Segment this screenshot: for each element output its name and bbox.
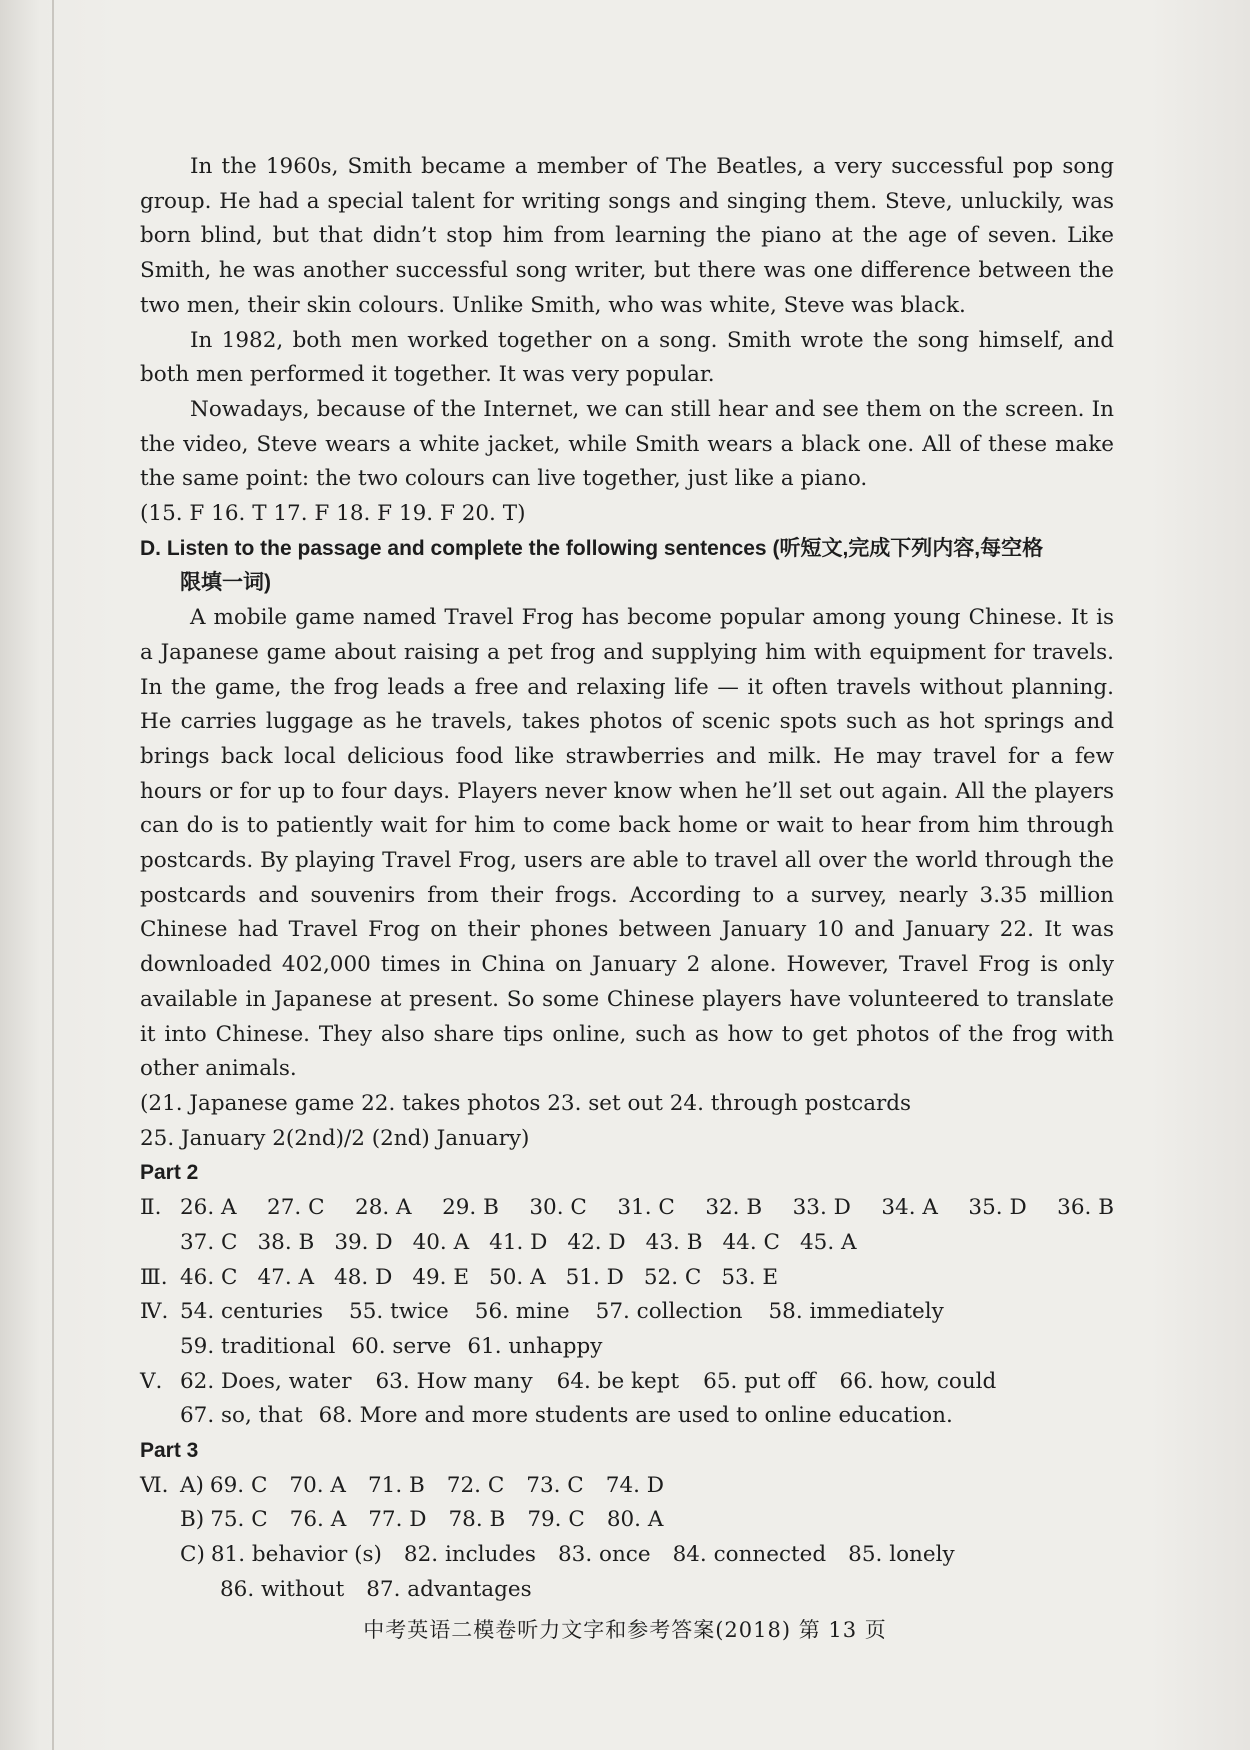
answer-item: 68. More and more students are used to online education. — [318, 1403, 953, 1429]
section-4-label: Ⅳ. — [140, 1299, 169, 1325]
answer-item: 87. advantages — [366, 1576, 532, 1602]
answer-item: 45. A — [799, 1229, 857, 1255]
answer-item: 81. behavior (s) — [210, 1542, 382, 1568]
answer-item: 37. C — [180, 1229, 238, 1255]
answer-item: 53. E — [721, 1264, 779, 1290]
page-footer: 中考英语二模卷听力文字和参考答案(2018) 第 13 页 — [363, 1618, 887, 1642]
answer-item: 71. B — [367, 1472, 425, 1498]
answer-item: 64. be kept — [556, 1368, 680, 1394]
answer-item: 36. B — [1057, 1195, 1114, 1221]
answer-item: 55. twice — [349, 1299, 449, 1325]
answer-item: 46. C — [180, 1264, 238, 1290]
answer-item: 50. A — [489, 1264, 546, 1290]
part-3-title: Part 3 — [140, 1439, 199, 1463]
answer-item: 43. B — [645, 1229, 703, 1255]
passage-c-paragraph-1: In the 1960s, Smith became a member of The Beatles, a very successful pop song group. He had a special talent for writing songs and singing them. Steve, unluckily, was born blind, but that didn’t stop him from learning the piano at the age of seven. Like Smith, he was another successful song writer, but there was one difference between the two men, their skin colours. Unlike Smith, who was white, Steve was black. — [140, 154, 1114, 318]
section-6-label: Ⅵ. — [140, 1472, 169, 1498]
passage-c-paragraph-3: Nowadays, because of the Internet, we can still hear and see them on the screen. In the video, Steve wears a white jacket, while Smith wears a black one. All of these make the same point: the two colours can live together, just like a piano. — [140, 396, 1114, 492]
section-5-row-2 — [140, 1399, 1114, 1434]
section-2-row-2 — [140, 1226, 1114, 1261]
answer-item: 78. B — [448, 1507, 506, 1533]
document-body — [140, 150, 1114, 1608]
section-2-row-1 — [140, 1191, 1114, 1226]
section-5-label: Ⅴ. — [140, 1368, 163, 1394]
answer-item: 60. serve — [351, 1333, 452, 1359]
section-6-row-c2 — [140, 1573, 1114, 1608]
section-3-row-1 — [140, 1261, 1114, 1296]
answer-item: 29. B — [442, 1195, 499, 1221]
answer-item: 79. C — [527, 1507, 585, 1533]
answer-item: 32. B — [705, 1195, 763, 1221]
section-6-a-label: A) — [180, 1472, 204, 1498]
answer-item: 62. Does, water — [180, 1368, 352, 1394]
answer-item: 61. unhappy — [467, 1333, 603, 1359]
section-6-row-b — [140, 1503, 1114, 1538]
section-6-row-a — [140, 1469, 1114, 1504]
section-5-row-1 — [140, 1365, 1114, 1400]
answer-item: 48. D — [334, 1264, 393, 1290]
answer-item: 80. A — [606, 1507, 664, 1533]
answer-item: 38. B — [257, 1229, 315, 1255]
passage-c-paragraph-2: In 1982, both men worked together on a song. Smith wrote the song himself, and both men performed it together. It was very popular. — [140, 327, 1114, 388]
answer-item: 40. A — [412, 1229, 470, 1255]
answer-item: 31. C — [617, 1195, 675, 1221]
section-6-b-label: B) — [180, 1507, 205, 1533]
answer-item: 77. D — [368, 1507, 427, 1533]
answer-item: 30. C — [529, 1195, 587, 1221]
answer-item: 27. C — [267, 1195, 325, 1221]
answer-item: 67. so, that — [180, 1403, 303, 1429]
answer-item: 52. C — [643, 1264, 702, 1290]
section-4-row-2 — [140, 1330, 1114, 1365]
answer-item: 70. A — [289, 1472, 346, 1498]
answer-item: 65. put off — [703, 1368, 816, 1394]
answers-15-20: (15. F 16. T 17. F 18. F 19. F 20. T) — [140, 501, 526, 527]
section-d-heading-en: D. Listen to the passage and complete the following sentences — [140, 536, 767, 560]
answer-item: 51. D — [565, 1264, 624, 1290]
answer-item: 49. E — [412, 1264, 470, 1290]
answer-item: 72. C — [446, 1472, 505, 1498]
answer-item: 58. immediately — [768, 1299, 944, 1325]
answer-item: 86. without — [220, 1576, 345, 1602]
answer-item: 41. D — [489, 1229, 548, 1255]
section-3-label: Ⅲ. — [140, 1264, 168, 1290]
section-d-heading — [140, 532, 1114, 567]
section-6-row-c1 — [140, 1538, 1114, 1573]
answer-item: 83. once — [557, 1542, 651, 1568]
answer-item: 42. D — [567, 1229, 626, 1255]
answer-item: 74. D — [605, 1472, 665, 1498]
answer-item: 47. A — [257, 1264, 315, 1290]
answer-item: 44. C — [722, 1229, 780, 1255]
answer-item: 66. how, could — [839, 1368, 997, 1394]
answer-item: 82. includes — [403, 1542, 536, 1568]
section-2-label: Ⅱ. — [140, 1195, 162, 1221]
section-d-heading-cn-cont: 限填一词) — [180, 571, 271, 595]
answer-item: 33. D — [792, 1195, 851, 1221]
answer-item: 59. traditional — [180, 1333, 336, 1359]
part-2-title: Part 2 — [140, 1161, 199, 1185]
answer-item: 39. D — [334, 1229, 393, 1255]
answer-item: 26. A — [180, 1195, 237, 1221]
answer-item: 57. collection — [595, 1299, 743, 1325]
answer-item: 56. mine — [474, 1299, 570, 1325]
answer-item: 34. A — [881, 1195, 938, 1221]
answer-item: 54. centuries — [180, 1299, 324, 1325]
answer-item: 73. C — [526, 1472, 584, 1498]
answer-item: 63. How many — [375, 1368, 533, 1394]
answer-item: 76. A — [289, 1507, 347, 1533]
passage-d: A mobile game named Travel Frog has become popular among young Chinese. It is a Japanese game about raising a pet frog and supplying him with equipment for travels. In the game, the frog leads a free and relaxing life — it often travels without planning. He carries luggage as he travels, takes photos of scenic spots such as hot springs and brings back local delicious food like strawberries and milk. He may travel for a few hours or for up to four days. Players never know when he’ll set out again. All the players can do is to patiently wait for him to come back home or wait to hear from him through postcards. By playing Travel Frog, users are able to travel all over the world through the postcards and souvenirs from their frogs. According to a survey, nearly 3.35 million Chinese had Travel Frog on their phones between January 10 and January 22. It was downloaded 402,000 times in China on January 2 alone. However, Travel Frog is only available in Japanese at present. So some Chinese players have volunteered to translate it into Chinese. They also share tips online, such as how to get photos of the frog with other animals. — [140, 605, 1114, 1082]
answer-item: 84. connected — [672, 1542, 827, 1568]
answer-item: 85. lonely — [848, 1542, 955, 1568]
answer-item: 28. A — [355, 1195, 412, 1221]
section-d-heading-cn: (听短文,完成下列内容,每空格 — [772, 536, 1044, 560]
answers-25: 25. January 2(2nd)/2 (2nd) January) — [140, 1125, 530, 1151]
section-4-row-1 — [140, 1295, 1114, 1330]
answer-item: 35. D — [968, 1195, 1027, 1221]
binding-edge — [52, 0, 54, 1750]
section-6-c-label: C) — [180, 1542, 205, 1568]
answer-item: 69. C — [209, 1472, 268, 1498]
answers-21-24: (21. Japanese game 22. takes photos 23. set out 24. through postcards — [140, 1090, 912, 1116]
answer-item: 75. C — [210, 1507, 268, 1533]
